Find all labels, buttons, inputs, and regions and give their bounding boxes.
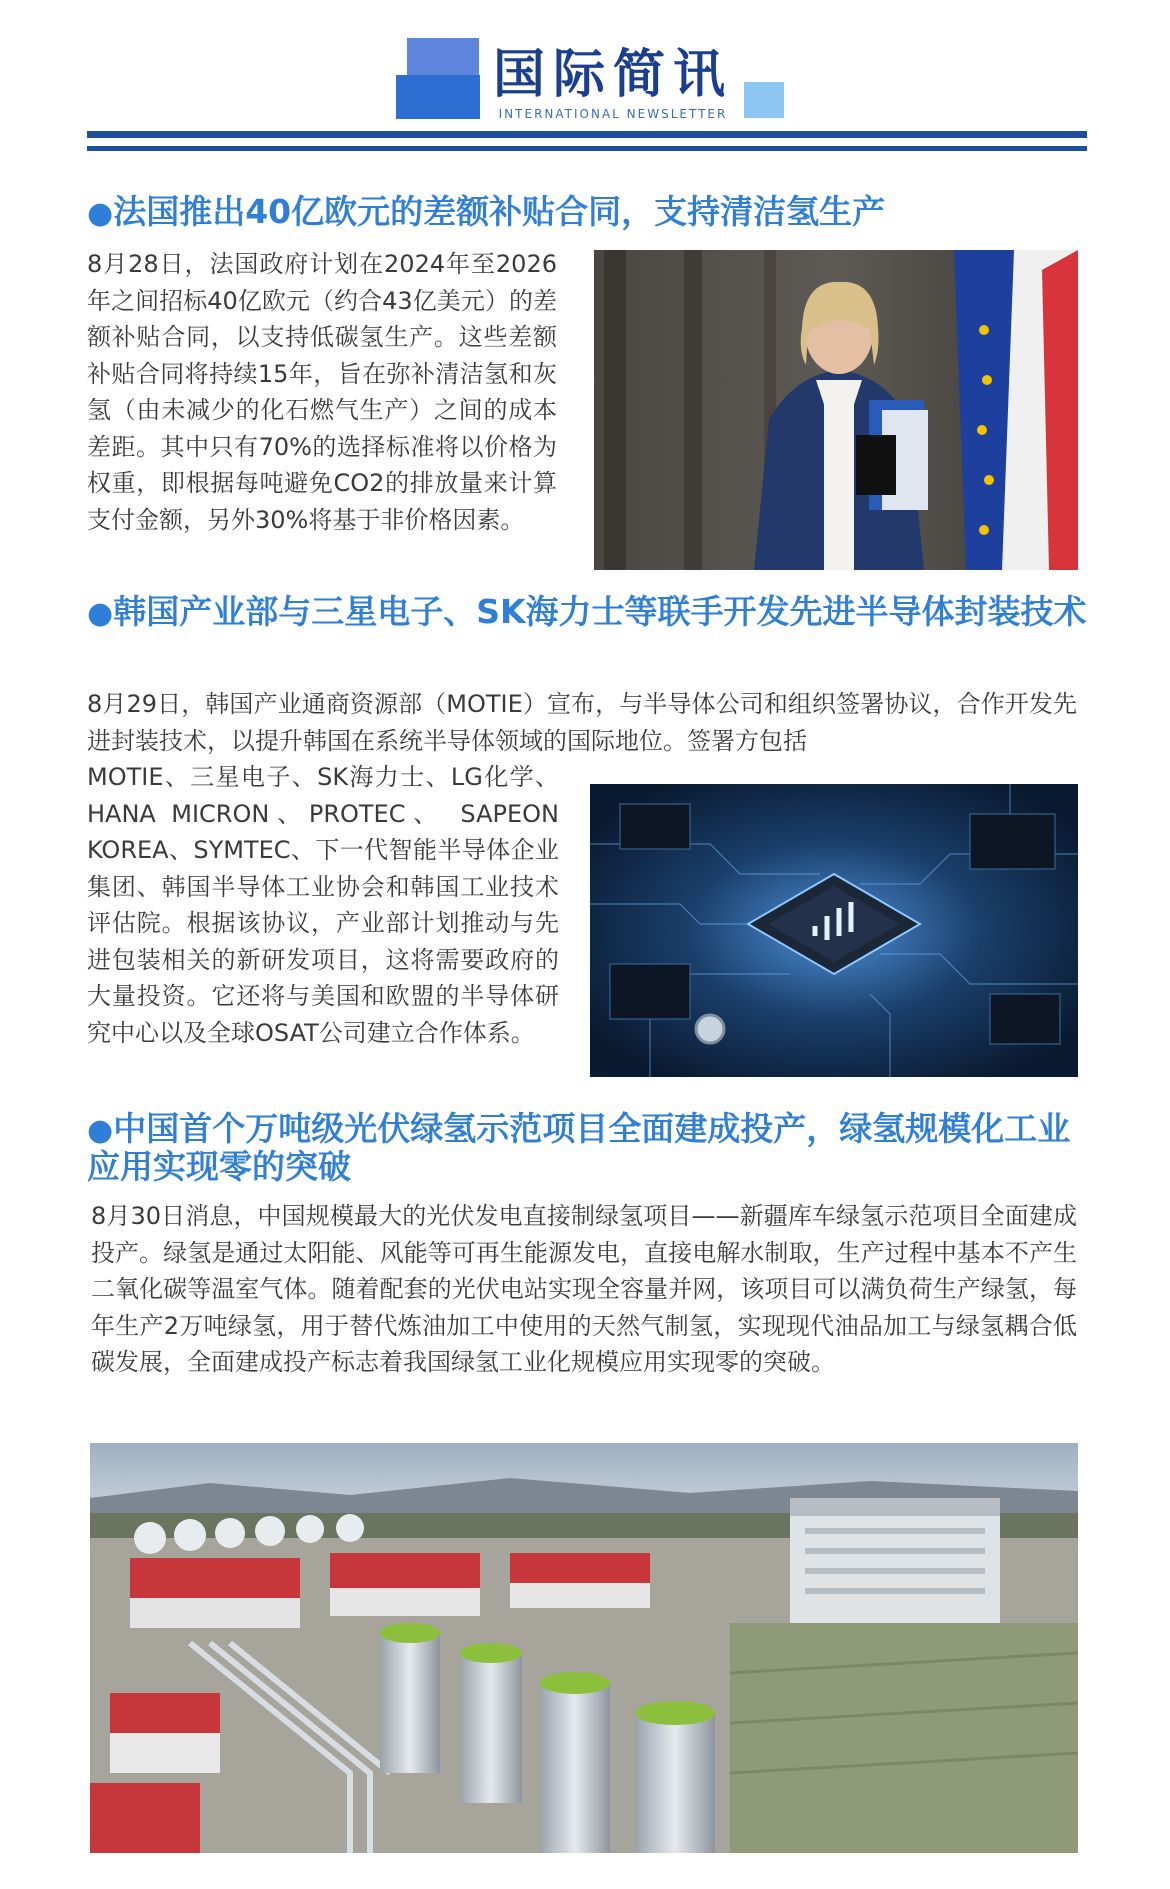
article-body: 8月30日消息，中国规模最大的光伏发电直接制绿氢项目——新疆库车绿氢示范项目全面建成投产。绿氢是通过太阳能、风能等可再生能源发电，直接电解水制取，生产过程中基本不产生二氧化碳等温室气体。随着配套的光伏电站实现全容量并网，该项目可以满负荷生产绿氢，每年生产2万吨绿氢，用于替代炼油加工中使用的天然气制氢，实现现代油品加工与绿氢耦合低碳发展，全面建成投产标志着我国绿氢工业化规模应用实现零的突破。 <box>91 1202 1077 1376</box>
article-headline: ●法国推出40亿欧元的差额补贴合同，支持清洁氢生产 <box>87 192 886 231</box>
article-headline: ●韩国产业部与三星电子、SK海力士等联手开发先进半导体封装技术 <box>87 592 1087 631</box>
bullet-icon: ● <box>87 596 114 631</box>
header-divider <box>87 131 1087 138</box>
page-subtitle: INTERNATIONAL NEWSLETTER <box>498 107 728 121</box>
page-title: 国际简讯 <box>492 45 733 105</box>
circuit-board-photo <box>590 784 1078 1077</box>
article-body: MOTIE、三星电子、SK海力士、LG化学、HANA MICRON、PROTEC、 SAPEON KOREA、SYMTEC、下一代智能半导体企业集团、韩国半导体工业协会和韩国工业技术评估院。根据该协议，产业部计划推动与先进包装相关的新研发项目，这将需要政府的大量投资。它还将与美国和欧盟的半导体研究中心以及全球OSAT公司建立合作体系。 <box>87 763 559 1047</box>
french-minister-photo <box>594 250 1078 570</box>
article-body: 8月28日，法国政府计划在2024年至2026年之间招标40亿欧元（约合43亿美元）的差额补贴合同，以支持低碳氢生产。这些差额补贴合同将持续15年，旨在弥补清洁氢和灰氢（由未减少的化石燃气生产）之间的成本差距。其中只有70%的选择标准将以价格为权重，即根据每吨避免CO2的排放量来计算支付金额，另外30%将基于非价格因素。 <box>87 250 557 534</box>
article-body: 8月29日，韩国产业通商资源部（MOTIE）宣布，与半导体公司和组织签署协议，合作开发先进封装技术，以提升韩国在系统半导体领域的国际地位。签署方包括 <box>87 690 1077 755</box>
article-headline: ●中国首个万吨级光伏绿氢示范项目全面建成投产，绿氢规模化工业应用实现零的突破 <box>87 1109 1071 1186</box>
hydrogen-plant-photo <box>90 1443 1078 1853</box>
header-deco-block <box>744 82 784 118</box>
bullet-icon: ● <box>87 1113 114 1148</box>
header-divider <box>87 146 1087 151</box>
bullet-icon: ● <box>87 196 114 231</box>
header-deco-block <box>396 75 480 119</box>
